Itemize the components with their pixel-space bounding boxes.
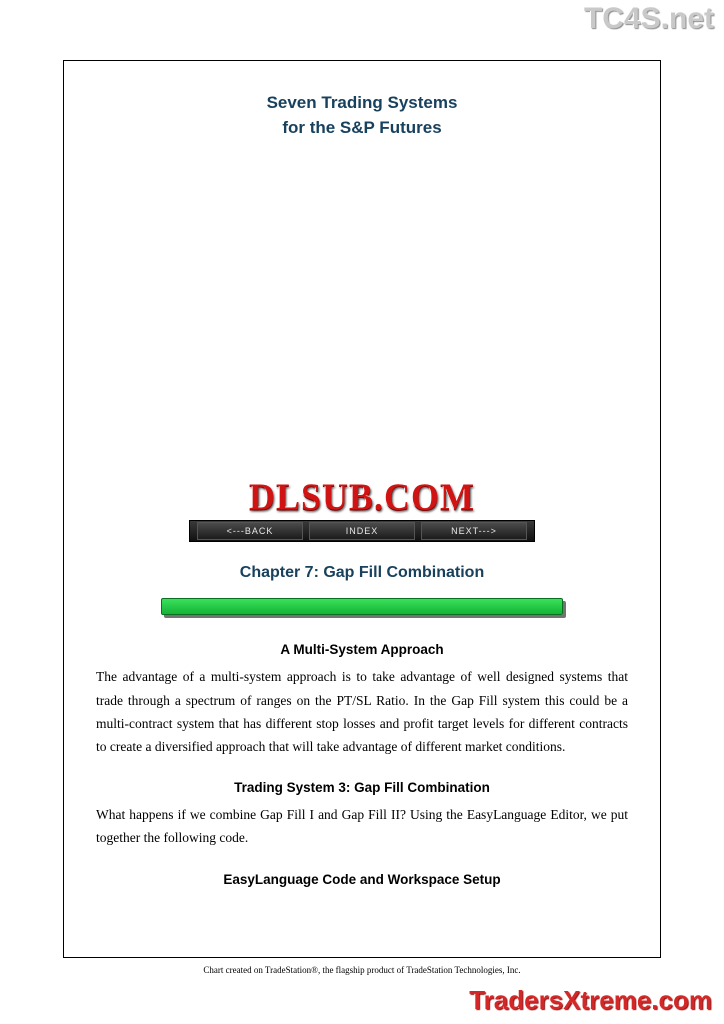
green-divider-wrap bbox=[96, 598, 628, 620]
green-divider-bar bbox=[161, 598, 563, 615]
section-body-trading-system-3: What happens if we combine Gap Fill I and Gap Fill II? Using the EasyLanguage Editor, we put together the following code. bbox=[96, 807, 628, 846]
blank-content-area bbox=[96, 140, 628, 470]
chapter-title: Chapter 7: Gap Fill Combination bbox=[239, 564, 485, 582]
bottom-watermark: TradersXtreme.com bbox=[469, 985, 712, 1015]
document-title bbox=[96, 91, 628, 140]
footnote: Chart created on TradeStation®, the flagship product of TradeStation Technologies, Inc. bbox=[203, 965, 521, 975]
back-button[interactable]: <---BACK bbox=[197, 522, 303, 540]
top-watermark: TC4S.net bbox=[583, 2, 714, 35]
navigation-bar bbox=[189, 520, 535, 542]
dlsub-logo-block bbox=[96, 476, 628, 542]
document-title-line2: for the S&P Futures bbox=[282, 117, 442, 137]
index-button[interactable]: INDEX bbox=[309, 522, 415, 540]
next-button[interactable]: NEXT---> bbox=[421, 522, 527, 540]
dlsub-logo: DLSUB.COM bbox=[248, 476, 476, 519]
document-title-line1: Seven Trading Systems bbox=[266, 93, 458, 112]
section-body-multi-system: The advantage of a multi-system approach is to take advantage of well designed systems that trade through a spectrum of ranges on the PT/SL Ratio. In the Gap Fill system this could be a multi-contract system that has different stop losses and profit target levels for different contracts to create a diversified approach that will take advantage of different market conditions. bbox=[96, 669, 628, 754]
section-heading-trading-system-3: Trading System 3: Gap Fill Combination bbox=[234, 780, 490, 796]
document-page bbox=[63, 60, 661, 975]
section-heading-multi-system: A Multi-System Approach bbox=[280, 642, 444, 658]
section-heading-easylanguage-setup: EasyLanguage Code and Workspace Setup bbox=[223, 871, 501, 887]
